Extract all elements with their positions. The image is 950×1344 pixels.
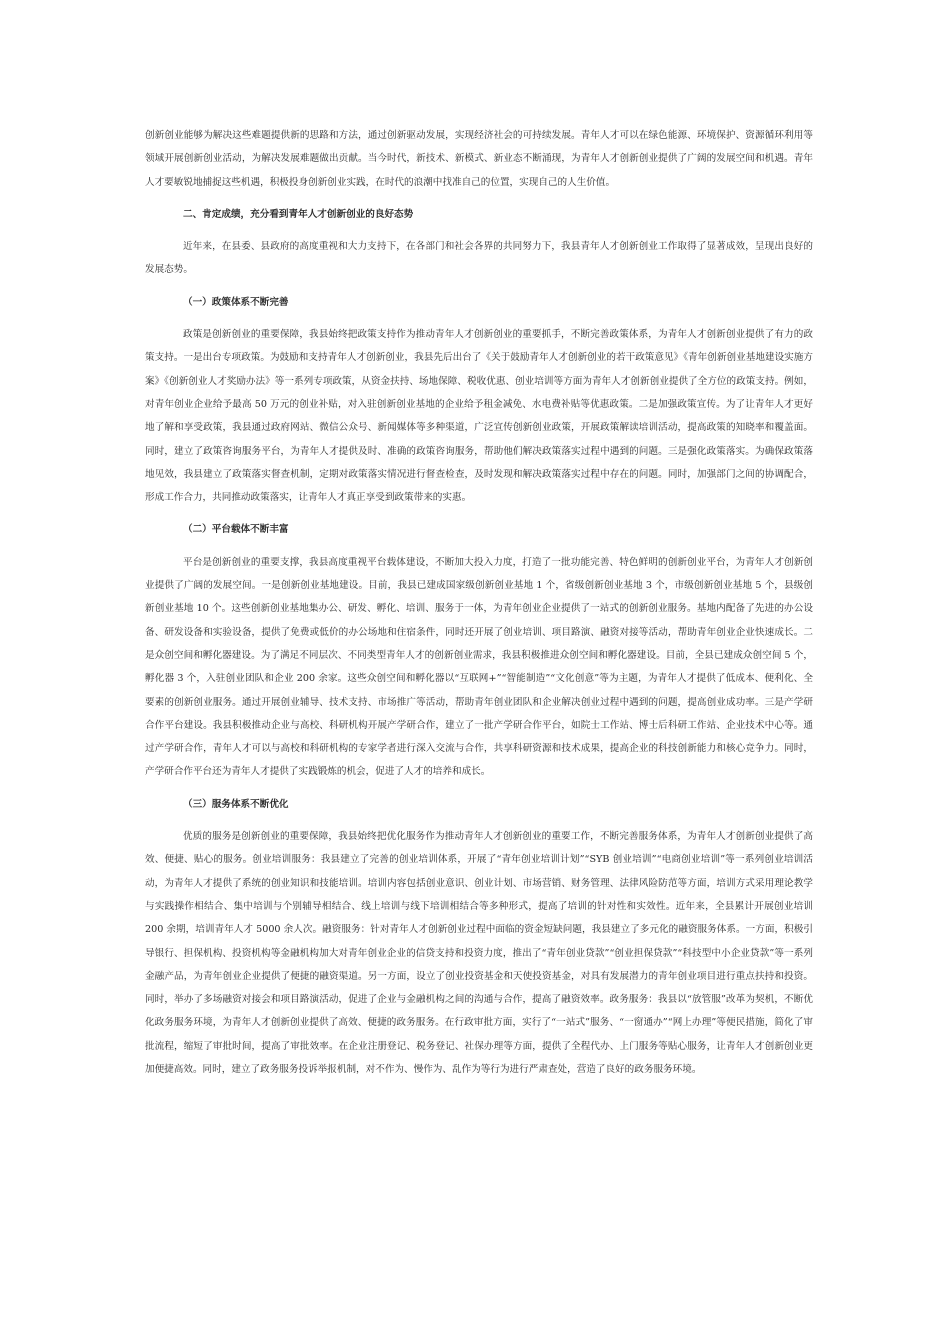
subsection-platform-paragraph: 平台是创新创业的重要支撑，我县高度重视平台载体建设，不断加大投入力度，打造了一批功能完善、特色鲜明的创新创业平台，为青年人才创新创业提供了广阔的发展空间。一是创新创业基地建设。目前，我县已建成国家级创新创业基地 1 个，省级创新创业基地 3 个，市级创新创业基地 5 个，县级创新创业基地 10 个。这些创新创业基地集办公、研发、孵化、培训、服务于一体，为青年创业企业提供了一站式的创新创业服务。基地内配备了先进的办公设备、研发设备和实验设备，提供了免费或低价的办公场地和住宿条件，同时还开展了创业培训、项目路演、融资对接等活动，帮助青年创业企业快速成长。二是众创空间和孵化器建设。为了满足不同层次、不同类型青年人才的创新创业需求，我县积极推进众创空间和孵化器建设。目前，全县已建成众创空间 5 个，孵化器 3 个，入驻创业团队和企业 200 余家。这些众创空间和孵化器以“互联网+”“智能制造”“文化创意”等为主题，为青年人才提供了低成本、便利化、全要素的创新创业服务。通过开展创业辅导、技术支持、市场推广等活动，帮助青年创业团队和企业解决创业过程中遇到的问题，提高创业成功率。三是产学研合作平台建设。我县积极推动企业与高校、科研机构开展产学研合作，建立了一批产学研合作平台，如院士工作站、博士后科研工作站、企业技术中心等。通过产学研合作，青年人才可以与高校和科研机构的专家学者进行深入交流与合作，共享科研资源和技术成果，提高企业的科技创新能力和核心竞争力。同时，产学研合作平台还为青年人才提供了实践锻炼的机会，促进了人才的培养和成长。: [145, 556, 813, 778]
document-page: [145, 124, 813, 1090]
section-heading-2: 二、肯定成绩，充分看到青年人才创新创业的良好态势: [183, 208, 414, 220]
intro-paragraph: 创新创业能够为解决这些难题提供新的思路和方法，通过创新驱动发展，实现经济社会的可持续发展。青年人才可以在绿色能源、环境保护、资源循环利用等领域开展创新创业活动，为解决发展难题做出贡献。当今时代，新技术、新模式、新业态不断涌现，为青年人才创新创业提供了广阔的发展空间和机遇。青年人才要敏锐地捕捉这些机遇，积极投身创新创业实践，在时代的浪潮中找准自己的位置，实现自己的人生价值。: [145, 130, 813, 188]
subsection-heading-policy: （一）政策体系不断完善: [183, 296, 289, 308]
section-2-paragraph: 近年来，在县委、县政府的高度重视和大力支持下，在各部门和社会各界的共同努力下，我县青年人才创新创业工作取得了显著成效，呈现出良好的发展态势。: [145, 241, 813, 276]
subsection-heading-service: （三）服务体系不断优化: [183, 798, 289, 810]
subsection-policy-paragraph: 政策是创新创业的重要保障，我县始终把政策支持作为推动青年人才创新创业的重要抓手，不断完善政策体系，为青年人才创新创业提供了有力的政策支持。一是出台专项政策。为鼓励和支持青年人才创新创业，我县先后出台了《关于鼓励青年人才创新创业的若干政策意见》《青年创新创业基地建设实施方案》《创新创业人才奖励办法》等一系列专项政策，从资金扶持、场地保障、税收优惠、创业培训等方面为青年人才创新创业提供了全方位的政策支持。例如，对青年创业企业给予最高 50 万元的创业补贴，对入驻创新创业基地的企业给予租金减免、水电费补贴等优惠政策。二是加强政策宣传。为了让青年人才更好地了解和享受政策，我县通过政府网站、微信公众号、新闻媒体等多种渠道，广泛宣传创新创业政策，开展政策解读培训活动，提高政策的知晓率和覆盖面。同时，建立了政策咨询服务平台，为青年人才提供及时、准确的政策咨询服务，帮助他们解决政策落实过程中遇到的问题。三是强化政策落实。为确保政策落地见效，我县建立了政策落实督查机制，定期对政策落实情况进行督查检查，及时发现和解决政策落实过程中存在的问题。同时，加强部门之间的协调配合，形成工作合力，共同推动政策落实，让青年人才真正享受到政策带来的实惠。: [145, 329, 813, 504]
subsection-service-paragraph: 优质的服务是创新创业的重要保障，我县始终把优化服务作为推动青年人才创新创业的重要工作，不断完善服务体系，为青年人才创新创业提供了高效、便捷、贴心的服务。创业培训服务：我县建立了完善的创业培训体系，开展了“青年创业培训计划”“SYB 创业培训”“电商创业培训”等一系列创业培训活动，为青年人才提供了系统的创业知识和技能培训。培训内容包括创业意识、创业计划、市场营销、财务管理、法律风险防范等方面，培训方式采用理论教学与实践操作相结合、集中培训与个别辅导相结合、线上培训与线下培训相结合等多种形式，提高了培训的针对性和实效性。近年来，全县累计开展创业培训 200 余期，培训青年人才 5000 余人次。融资服务：针对青年人才创新创业过程中面临的资金短缺问题，我县建立了多元化的融资服务体系。一方面，积极引导银行、担保机构、投资机构等金融机构加大对青年创业企业的信贷支持和投资力度，推出了“青年创业贷款”“创业担保贷款”“科技型中小企业贷款”等一系列金融产品，为青年创业企业提供了便捷的融资渠道。另一方面，设立了创业投资基金和天使投资基金，对具有发展潜力的青年创业项目进行重点扶持和投资。同时，举办了多场融资对接会和项目路演活动，促进了企业与金融机构之间的沟通与合作，提高了融资效率。政务服务：我县以“放管服”改革为契机，不断优化政务服务环境，为青年人才创新创业提供了高效、便捷的政务服务。在行政审批方面，实行了“一站式”服务、“一窗通办”“网上办理”等便民措施，简化了审批流程，缩短了审批时间，提高了审批效率。在企业注册登记、税务登记、社保办理等方面，提供了全程代办、上门服务等贴心服务，让青年人才创新创业更加便捷高效。同时，建立了政务服务投诉举报机制，对不作为、慢作为、乱作为等行为进行严肃查处，营造了良好的政务服务环境。: [145, 831, 813, 1075]
subsection-heading-platform: （二）平台载体不断丰富: [183, 524, 289, 536]
